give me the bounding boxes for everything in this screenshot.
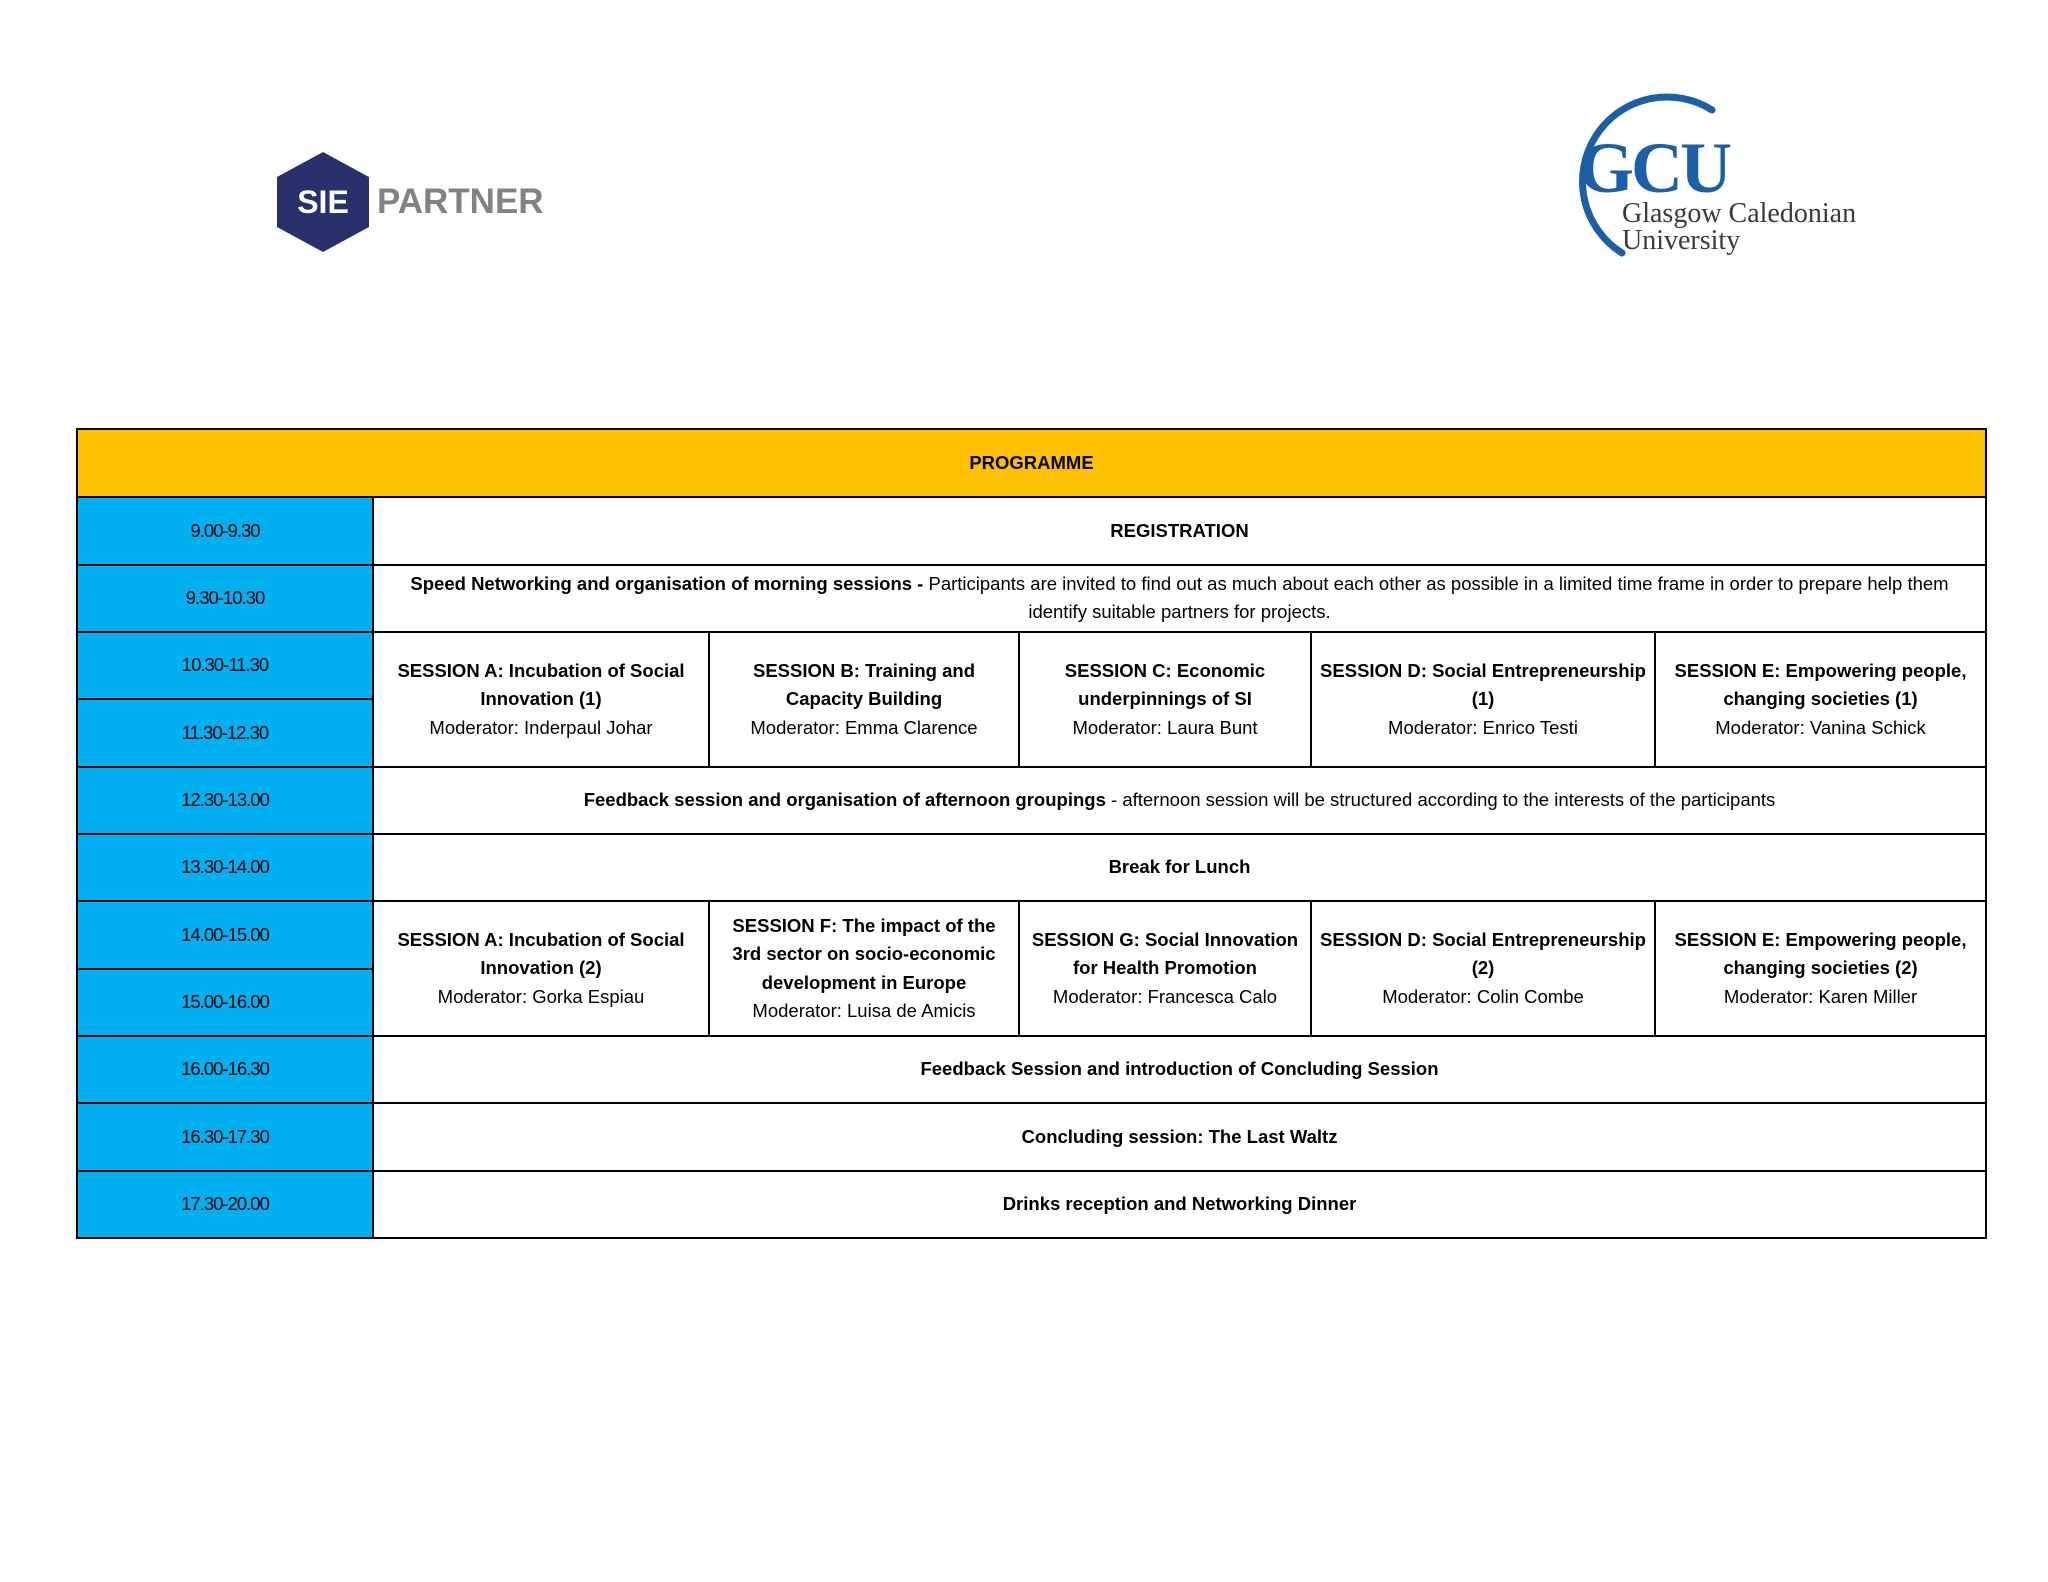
session-title: SESSION D: Social Entrepreneurship (2) [1320,928,1646,979]
session-cell [373,632,709,767]
table-row [77,767,1986,834]
session-title: SESSION A: Incubation of Social Innovation (2) [397,928,685,979]
feedback-session-desc: - afternoon session will be structured according to the interests of the participants [1105,789,1776,811]
gcu-university-name [1622,200,1856,254]
session-title: SESSION B: Training and Capacity Building [752,659,976,710]
sie-mark: SIE [297,184,349,220]
sie-partner-logo [277,152,544,252]
session-moderator: Moderator: Karen Miller [1723,985,1918,1007]
time-slot: 14.00-15.00 [77,901,373,968]
time-slot: 11.30-12.30 [77,699,373,766]
session-moderator: Moderator: Francesca Calo [1052,985,1278,1007]
time-slot: 15.00-16.00 [77,969,373,1036]
time-slot: 16.30-17.30 [77,1103,373,1170]
gcu-mark: GCU [1578,128,1729,208]
session-moderator: Moderator: Vanina Schick [1715,716,1926,738]
session-title: SESSION E: Empowering people, changing societies (1) [1674,659,1967,710]
programme-header: PROGRAMME [77,429,1986,497]
feedback-concluding-cell: Feedback Session and introduction of Concluding Session [373,1036,1986,1103]
session-cell [1019,901,1311,1036]
table-row [77,834,1986,901]
lunch-cell: Break for Lunch [373,834,1986,901]
concluding-session-cell: Concluding session: The Last Waltz [373,1103,1986,1170]
session-moderator: Moderator: Inderpaul Johar [429,716,653,738]
table-row [77,565,1986,632]
session-moderator: Moderator: Colin Combe [1382,985,1584,1007]
time-slot: 9.30-10.30 [77,565,373,632]
session-moderator: Moderator: Emma Clarence [750,716,978,738]
time-slot: 10.30-11.30 [77,632,373,699]
session-cell [1655,632,1986,767]
session-title: SESSION A: Incubation of Social Innovation (1) [397,659,685,710]
time-slot: 16.00-16.30 [77,1036,373,1103]
speed-networking-cell [373,565,1986,632]
session-title: SESSION E: Empowering people, changing societies (2) [1674,928,1967,979]
session-cell [709,632,1019,767]
registration-cell: REGISTRATION [373,497,1986,564]
time-slot: 17.30-20.00 [77,1171,373,1238]
session-moderator: Moderator: Laura Bunt [1072,716,1258,738]
session-moderator: Moderator: Luisa de Amicis [752,1000,976,1022]
time-slot: 9.00-9.30 [77,497,373,564]
table-row [77,497,1986,564]
gcu-name-line1: Glasgow Caledonian [1622,198,1857,229]
programme-table [76,428,1987,1239]
dinner-cell: Drinks reception and Networking Dinner [373,1171,1986,1238]
feedback-session-title: Feedback session and organisation of afternoon groupings [583,789,1106,811]
session-cell [1655,901,1986,1036]
session-title: SESSION F: The impact of the 3rd sector on socio-economic development in Europe [732,914,996,993]
session-title: SESSION G: Social Innovation for Health Promotion [1031,928,1299,979]
sie-hexagon-logo [277,152,369,252]
time-slot: 13.30-14.00 [77,834,373,901]
table-row [77,632,1986,699]
table-row [77,1171,1986,1238]
session-moderator: Moderator: Gorka Espiau [437,985,645,1007]
session-cell [709,901,1019,1036]
speed-networking-desc: Participants are invited to find out as much about each other as possible in a limited time frame in order to prepare help them identify suitable partners for projects. [923,572,1949,623]
session-cell [373,901,709,1036]
session-title: SESSION C: Economic underpinnings of SI [1064,659,1266,710]
feedback-session-cell [373,767,1986,834]
speed-networking-title: Speed Networking and organisation of morning sessions - [410,572,924,594]
session-cell [1311,632,1655,767]
session-title: SESSION D: Social Entrepreneurship (1) [1320,659,1646,710]
gcu-name-line2: University [1622,225,1741,256]
table-row [77,1103,1986,1170]
session-moderator: Moderator: Enrico Testi [1388,716,1578,738]
session-cell [1019,632,1311,767]
table-row [77,901,1986,968]
sie-partner-word: PARTNER [377,182,544,221]
session-cell [1311,901,1655,1036]
table-row [77,1036,1986,1103]
gcu-logo [1562,88,1872,258]
time-slot: 12.30-13.00 [77,767,373,834]
